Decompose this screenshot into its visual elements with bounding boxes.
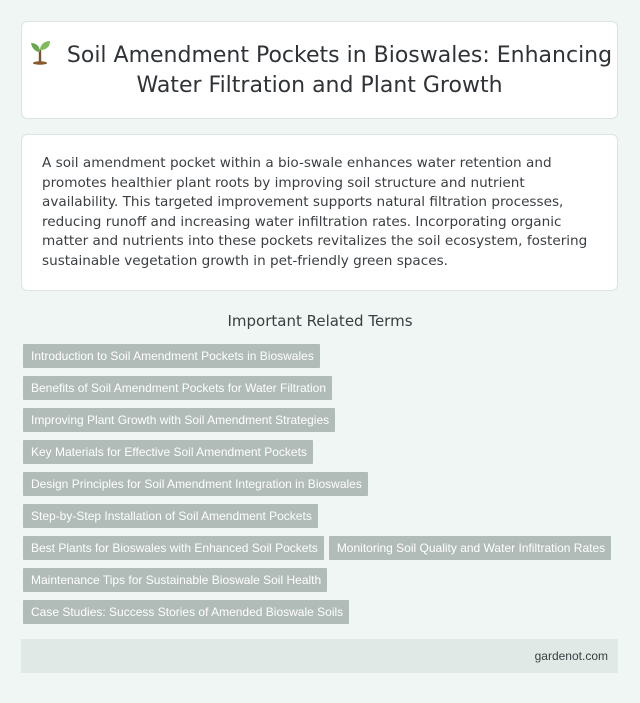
- related-term-tag[interactable]: Design Principles for Soil Amendment Integration in Bioswales: [23, 472, 368, 496]
- related-term-tag[interactable]: Key Materials for Effective Soil Amendment Pockets: [23, 440, 313, 464]
- page-title-text: Soil Amendment Pockets in Bioswales: Enhancing Water Filtration and Plant Growth: [66, 43, 613, 98]
- related-term-tag[interactable]: Best Plants for Bioswales with Enhanced Soil Pockets: [23, 536, 324, 560]
- tag-row: [23, 376, 623, 408]
- tag-row: [23, 440, 623, 472]
- seedling-icon: [27, 39, 53, 65]
- tag-row: [23, 472, 623, 504]
- related-term-tag[interactable]: Monitoring Soil Quality and Water Infiltration Rates: [329, 536, 611, 560]
- related-term-tag[interactable]: Maintenance Tips for Sustainable Bioswale Soil Health: [23, 568, 327, 592]
- tag-row: [23, 344, 623, 376]
- footer-site-link[interactable]: gardenot.com: [534, 649, 608, 663]
- related-term-tag[interactable]: Case Studies: Success Stories of Amended Bioswale Soils: [23, 600, 349, 624]
- related-term-tag[interactable]: Introduction to Soil Amendment Pockets in Bioswales: [23, 344, 320, 368]
- related-term-tag[interactable]: Benefits of Soil Amendment Pockets for Water Filtration: [23, 376, 332, 400]
- summary-card: [21, 134, 618, 291]
- footer: [21, 639, 618, 673]
- tag-row: [23, 536, 623, 568]
- tag-row: [23, 408, 623, 440]
- title-card: [21, 21, 618, 119]
- summary-text: A soil amendment pocket within a bio-swale enhances water retention and promotes healthier plant roots by improving soil structure and nutrient availability. This targeted improvement supports natural filtration processes, reducing runoff and increasing water infiltration rates. Incorporating organic matter and nutrients into these pockets revitalizes the soil ecosystem, fostering sustainable vegetation growth in pet-friendly green spaces.: [42, 155, 588, 269]
- tag-row: [23, 568, 623, 600]
- tag-row: [23, 504, 623, 536]
- page-title: [22, 39, 617, 101]
- related-terms-list: [23, 344, 623, 632]
- related-term-tag[interactable]: Step-by-Step Installation of Soil Amendment Pockets: [23, 504, 318, 528]
- related-terms-heading: Important Related Terms: [227, 312, 413, 330]
- tag-row: [23, 600, 623, 632]
- related-term-tag[interactable]: Improving Plant Growth with Soil Amendment Strategies: [23, 408, 335, 432]
